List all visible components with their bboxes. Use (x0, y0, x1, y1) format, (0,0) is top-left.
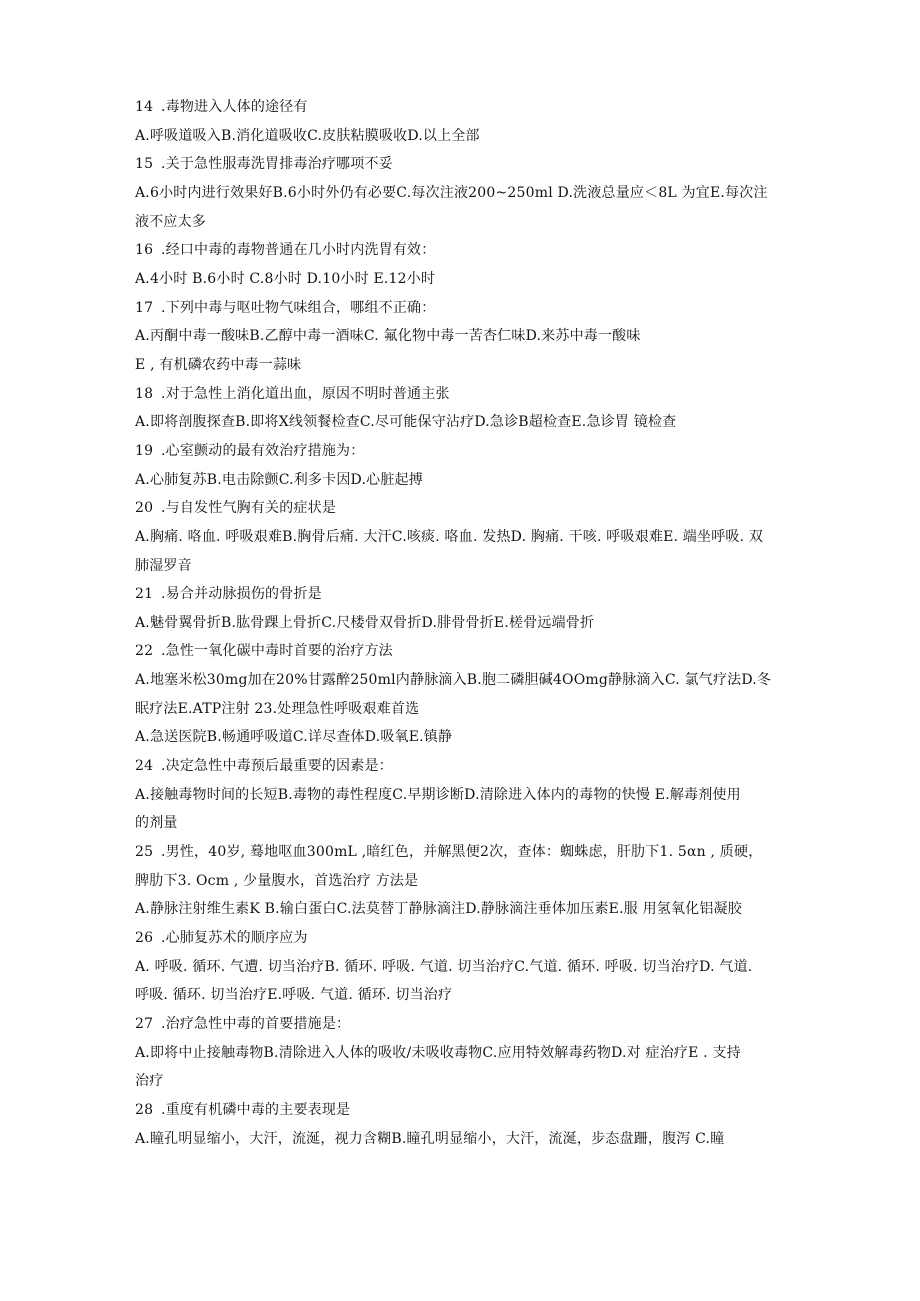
question-number: 25 (135, 844, 154, 861)
question-text: .下列中毒与呕吐物气味组合，哪组不正确： (161, 299, 436, 316)
question-number: 17 (135, 299, 154, 316)
question-text: .关于急性服毒洗胃排毒治疗哪项不妥 (161, 156, 393, 173)
answer-line: A.呼吸道吸入B.消化道吸收C.皮肤粘膜吸收D.以上全部 (135, 127, 480, 144)
question-line (135, 93, 787, 122)
answer-line: A.急送医院B.畅通呼吸道C.详尽查体D.吸氧E.镇静 (135, 729, 453, 746)
answer-line: 的剂量 (135, 815, 178, 832)
answer-line: A.丙酮中毒一酸味B.乙醇中毒一酒味C. 氟化物中毒一苦杏仁味D.来苏中毒一酸味 (135, 328, 641, 345)
answer-line: 脾肋下3. Ocm , 少量腹水，首选治疗 方法是 (135, 872, 419, 889)
question-number: 20 (135, 500, 154, 517)
question-number: 14 (135, 99, 154, 115)
answer-line: 呼吸. 循环. 切当治疗E.呼吸. 气道. 循环. 切当治疗 (135, 987, 453, 1004)
question-line (135, 150, 787, 179)
question-text: .经口中毒的毒物普通在几小时内洗胃有效： (161, 242, 436, 259)
answer-line: A.胸痛. 咯血. 呼吸艰难B.胸骨后痛. 大汗C.咳痰. 咯血. 发热D. 胸痛. 干咳. 呼吸艰难E. 端坐呼吸. 双 (135, 528, 764, 545)
question-line (135, 1010, 787, 1039)
question-number: 15 (135, 156, 154, 173)
question-line (135, 437, 787, 466)
question-number: 27 (135, 1016, 154, 1032)
answer-line: A.静脉注射维生素K B.输白蛋白C.法莫替丁静脉滴注D.静脉滴注垂体加压素E.服 用氢氧化铝凝胶 (135, 901, 742, 918)
question-line (135, 752, 787, 781)
question-line (135, 580, 787, 609)
question-text: .与自发性气胸有关的症状是 (161, 500, 337, 517)
question-line (135, 494, 787, 523)
question-text: .心室颤动的最有效治疗措施为： (161, 442, 365, 459)
question-text: .治疗急性中毒的首要措施是： (161, 1016, 351, 1032)
answer-line: A.即将中止接触毒物B.清除进入人体的吸收/未吸收毒物C.应用特效解毒药物D.对 症治疗E . 支持 (135, 1044, 741, 1061)
document-body (135, 93, 787, 1153)
question-number: 26 (135, 930, 154, 947)
question-line (135, 838, 787, 867)
question-text: .急性一氧化碳中毒时首要的治疗方法 (161, 643, 393, 660)
question-number: 24 (135, 758, 154, 775)
question-number: 28 (135, 1101, 154, 1118)
question-line (135, 924, 787, 953)
answer-line: 肺湿罗音 (135, 557, 192, 574)
question-text: .毒物进入人体的途径有 (161, 99, 308, 115)
answer-line: A.4小时 B.6小时 C.8小时 D.10小时 E.12小时 (135, 270, 436, 287)
question-line (135, 294, 787, 323)
answer-line: 治疗 (135, 1073, 164, 1090)
question-line (135, 1096, 787, 1125)
answer-line: A.心肺复苏B.电击除颤C.利多卡因D.心脏起搏 (135, 471, 423, 488)
answer-line: 眠疗法E.ATP注射 23.处理急性呼吸艰难首选 (135, 700, 420, 717)
question-line (135, 236, 787, 265)
answer-line: A.魅骨翼骨折B.肱骨踝上骨折C.尺楼骨双骨折D.腓骨骨折E.槎骨远端骨折 (135, 614, 595, 631)
question-text: .决定急性中毒预后最重要的因素是： (161, 758, 393, 775)
question-text: .心肺复苏术的顺序应为 (161, 930, 308, 947)
question-text: .易合并动脉损伤的骨折是 (161, 586, 322, 603)
question-line (135, 380, 787, 409)
answer-line: A.6小时内进行效果好B.6小时外仍有必要C.每次注液200~250ml D.洗液总量应＜8L 为宜E.每次注 (135, 184, 768, 201)
answer-line: A.瞳孔明显缩小，大汗，流涎，视力含糊B.瞳孔明显缩小，大汗，流涎，步态盘跚，腹泻 C.瞳 (135, 1130, 725, 1147)
question-text: .男性，40岁, 蓦地呕血300mL ,暗红色，并解黑便2次，查体：蜘蛛虑，肝肋下1. 5αn , 质硬， (161, 844, 763, 861)
question-number: 19 (135, 442, 154, 459)
question-text: .重度有机磷中毒的主要表现是 (161, 1101, 351, 1118)
answer-line: A.地塞米松30mg加在20%甘露醉250ml内静脉滴入B.胞二磷胆碱4OOmg静脉滴入C. 氯气疗法D.冬 (135, 672, 772, 689)
answer-line: E , 有机磷农药中毒一蒜味 (135, 356, 302, 373)
question-line (135, 637, 787, 666)
question-number: 16 (135, 242, 154, 259)
question-text: .对于急性上消化道出血，原因不明时普通主张 (161, 385, 450, 402)
question-number: 21 (135, 586, 154, 603)
answer-line: A. 呼吸. 循环. 气遭. 切当治疗B. 循环. 呼吸. 气道. 切当治疗C.气道. 循环. 呼吸. 切当治疗D. 气道. (135, 958, 753, 975)
answer-line: A.即将剖腹探查B.即将X线领餐检查C.尽可能保守沾疗D.急诊B超检查E.急诊胃 镜检查 (135, 414, 677, 431)
answer-line: 液不应太多 (135, 213, 206, 230)
question-number: 22 (135, 643, 154, 660)
question-number: 18 (135, 385, 154, 402)
answer-line: A.接触毒物时间的长短B.毒物的毒性程度C.早期诊断D.清除进入体内的毒物的快慢 E.解毒剂使用 (135, 786, 741, 803)
